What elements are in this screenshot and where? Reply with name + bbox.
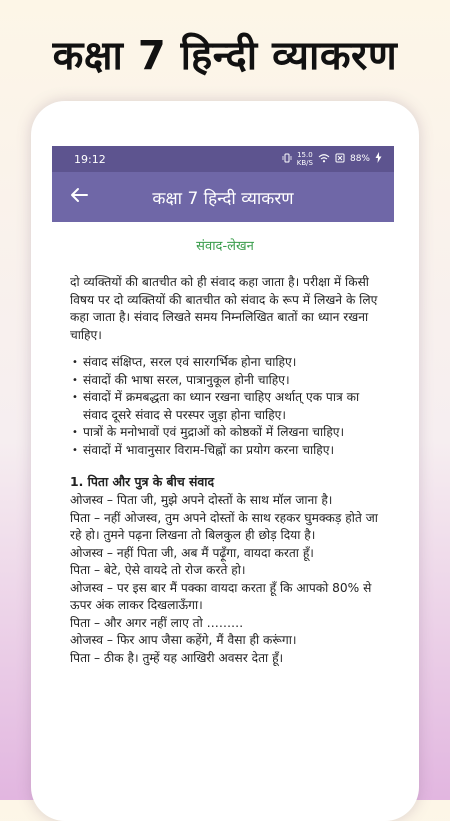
dialogue-line: ओजस्व – फिर आप जैसा कहेंगे, मैं वैसा ही करूंगा। bbox=[70, 633, 297, 647]
list-item: • पात्रों के मनोभावों एवं मुद्राओं को कोष्ठकों में लिखना चाहिए। bbox=[70, 424, 380, 442]
app-bar bbox=[52, 172, 394, 222]
dialogue-line: पिता – नहीं ओजस्व, तुम अपने दोस्तों के साथ रहकर घुमक्कड़ होते जा रहे हो। तुमने पढ़ना लिखना तो बिलकुल ही छोड़ दिया है। bbox=[70, 510, 378, 542]
status-bar bbox=[52, 146, 394, 172]
promo-title: कक्षा 7 हिन्दी व्याकरण bbox=[52, 33, 398, 79]
battery-level: 88% bbox=[349, 154, 370, 164]
vibrate-icon bbox=[282, 153, 292, 166]
dialogue bbox=[70, 492, 380, 667]
app-screen bbox=[52, 146, 394, 806]
section-title: संवाद-लेखन bbox=[196, 239, 254, 254]
back-button[interactable] bbox=[58, 172, 100, 222]
arrow-left-icon bbox=[70, 187, 88, 207]
dialogue-line: ओजस्व – पर इस बार मैं पक्का वायदा करता हूँ कि आपको 80% से ऊपर अंक लाकर दिखलाऊँगा। bbox=[70, 580, 372, 612]
wifi-icon bbox=[318, 153, 330, 166]
dialogue-line: ओजस्व – नहीं पिता जी, अब मैं पढ़ूँगा, वायदा करता हूँ। bbox=[70, 545, 314, 560]
article-content bbox=[52, 222, 394, 667]
dialogue-line: पिता – ठीक है। तुम्हें यह आखिरी अवसर देता हूँ। bbox=[70, 650, 284, 665]
list-item: • संवादों में भावानुसार विराम-चिह्नों का प्रयोग करना चाहिए। bbox=[70, 442, 380, 460]
list-item: • संवादों की भाषा सरल, पात्रानुकूल होनी चाहिए। bbox=[70, 372, 380, 390]
app-title: कक्षा 7 हिन्दी व्याकरण bbox=[152, 188, 294, 209]
list-item: • संवादों में क्रमबद्धता का ध्यान रखना चाहिए अर्थात् एक पात्र का संवाद दूसरे संवाद से परस्पर जुड़ा होना चाहिए। bbox=[70, 389, 380, 424]
dialogue-title: 1. पिता और पुत्र के बीच संवाद bbox=[70, 474, 215, 489]
intro-paragraph: दो व्यक्तियों की बातचीत को ही संवाद कहा जाता है। परीक्षा में किसी विषय पर दो व्यक्तियों की बातचीत को संवाद के रूप में लिखने के लिए कहा जाता है। संवाद लिखते समय निम्नलिखित बातों का ध्यान रखना चाहिए। bbox=[70, 275, 378, 342]
battery-icon bbox=[375, 152, 382, 166]
dialogue-line: पिता – और अगर नहीं लाए तो ……… bbox=[70, 615, 244, 630]
guidelines-list bbox=[70, 354, 380, 459]
network-speed-unit: KB/S bbox=[296, 159, 313, 167]
network-speed-value: 15.0 bbox=[297, 151, 313, 159]
status-icons bbox=[282, 151, 382, 167]
status-time: 19:12 bbox=[74, 152, 106, 166]
list-item: • संवाद संक्षिप्त, सरल एवं सारगर्भिक होना चाहिए। bbox=[70, 354, 380, 372]
dialogue-line: ओजस्व – पिता जी, मुझे अपने दोस्तों के साथ मॉल जाना है। bbox=[70, 493, 333, 507]
sim-icon bbox=[335, 153, 345, 166]
dialogue-line: पिता – बेटे, ऐसे वायदे तो रोज करते हो। bbox=[70, 563, 246, 577]
network-speed bbox=[297, 151, 313, 167]
